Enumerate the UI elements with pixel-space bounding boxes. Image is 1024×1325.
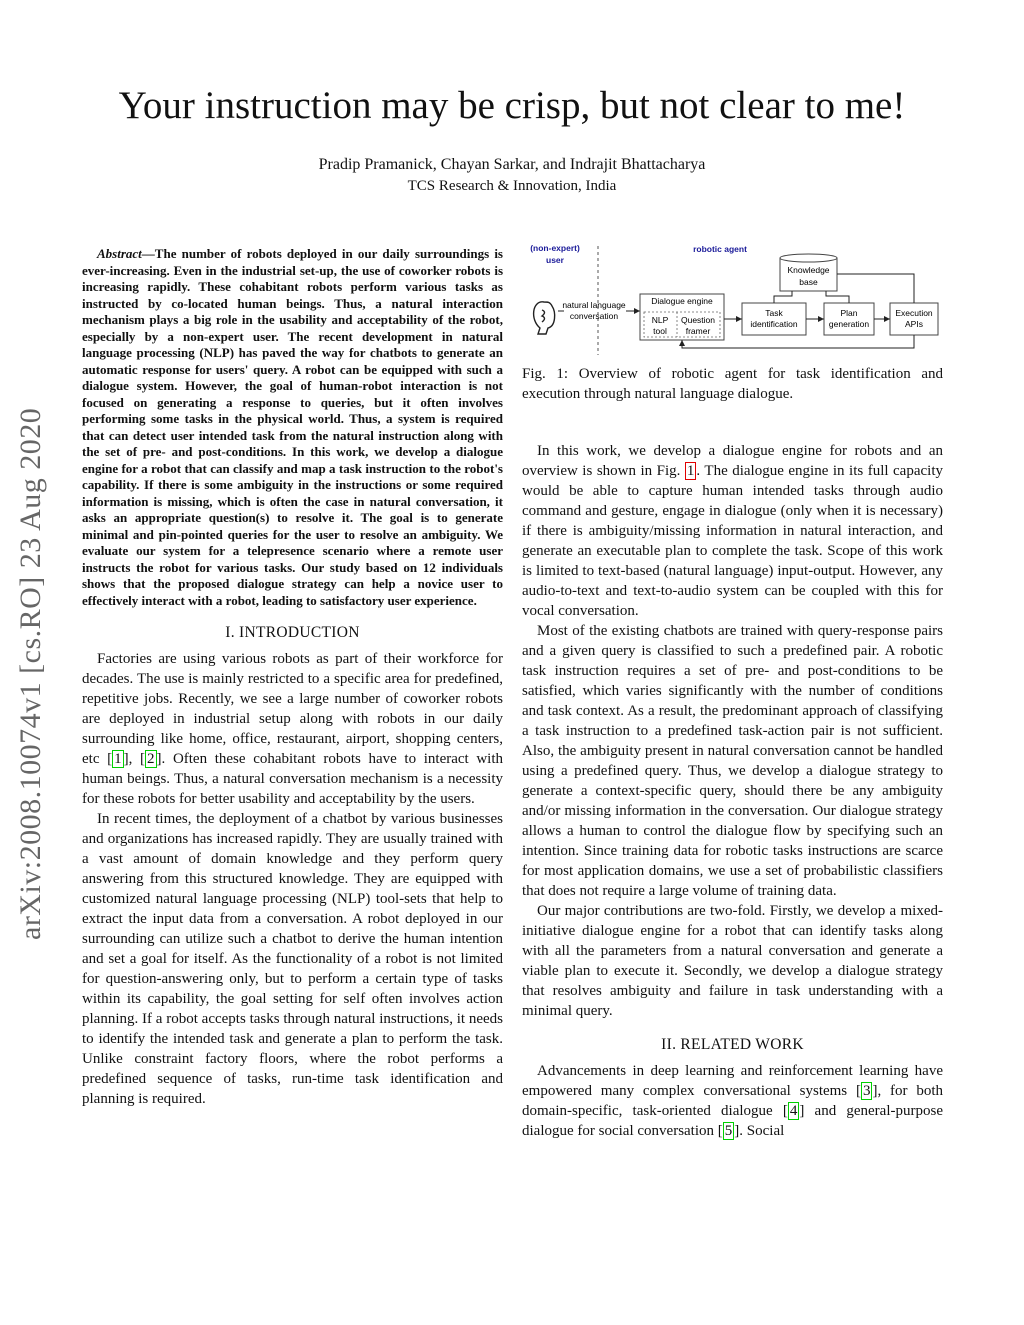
right-p1-text-a: In this work, we develop a dialogue engine for robots and an overview is shown in Fig. [522,443,943,479]
citation-link-1[interactable]: 1 [114,751,122,767]
intro-p1-text-b: . Often these cohabitant robots have to interact with human beings. Thus, a natural conversation mechanism is a necessity for these robots for better usability and acceptability by the users. [82,751,504,807]
citation-link-4[interactable]: 4 [789,1103,798,1119]
right-paragraph-3: Our major contributions are two-fold. Firstly, we develop a mixed-initiative dialogue engine for a robot that can identify tasks along with all the parameters from a natural conversation and generate a viable plan to execute it. Secondly, we develop a dialogue strategy that resolves ambiguity and failure in task understanding with a minimal query. [522,903,943,1019]
execution-apis-label-2: APIs [905,319,923,329]
abstract-text: —The number of robots deployed in our daily surroundings is ever-increasing. Even in the industrial set-up, the use of coworker robots is increasing rapidly. These cohabitant robots perform various tasks as instructed by co-located human beings. Thus, a natural interaction mechanism plays a big role in the usability and acceptability of the robot, especially by a non-expert user. The recent development in natural language processing (NLP) has paved the way for chatbots to generate an automatic response for users' query. A robot can be equipped with such a dialogue system. However, the goal of human-robot interaction is not focused on generating a response to queries, but it often involves performing some tasks in the physical world. Thus, a system is required that can detect user intended task from the natural instruction along with the set of pre- and post-conditions. In this work, we develop a dialogue engine for a robot that can classify and map a task instruction to the robot's capability. If there is some ambiguity in the instructions or some required information is missing, which is often the case in natural conversation, it asks an appropriate question(s) to resolve it. The goal is to generate minimal and pin-pointed queries for the user to resolve an ambiguity. We evaluate our system for a telepresence scenario where a remote user instructs the robot for various tasks. Our study based on 12 individuals shows that the proposed dialogue strategy can help a novice user to effectively interact with a robot, leading to satisfactory user experience. [82,246,503,608]
citation-link-2[interactable]: 2 [147,751,155,767]
related-work-heading: II. RELATED WORK [661,1036,804,1053]
agent-label: robotic agent [693,244,747,254]
nl-conversation-label-1: natural language [562,300,626,310]
intro-p1-text-a: Factories are using various robots as part of their workforce for decades. The use is mainly restricted to a specific area for predefined, repetitive jobs. Recently, we see a large number of coworker robots are deployed in industrial setup along with robots in our daily surrounding like home, office, restaurant, airport, shopping centers, etc [82,651,503,767]
right-p1-text-b: . The dialogue engine in its full capacity would be able to capture human intended tasks through audio command and gesture, engage in dialogue (only when it is necessary) if there is ambiguity/missing information in natural interaction, and generate an executable plan to complete the task. Scope of this work is limited to text-based (natural language) input-output. However, any audio-to-text and text-to-audio system can be coupled with this for vocal conversation. [522,463,943,619]
figure-1-caption: Fig. 1: Overview of robotic agent for task identification and execution through natural language dialogue. [522,366,943,402]
question-framer-label-1: Question [680,315,716,325]
paper-title: Your instruction may be crisp, but not clear to me! [118,84,906,127]
related-p1-text-d: . Social [739,1123,785,1139]
execution-apis-label-1: Execution [895,308,933,318]
task-identification-label-1: Task [765,308,783,318]
knowledge-base-top [780,254,837,262]
affiliation: TCS Research & Innovation, India [407,178,617,194]
abstract [82,246,503,609]
conversation-arrow-icon [634,308,640,314]
intro-paragraph-1: Factories are using various robots as part of their workforce for decades. The use is mainly restricted to a specific area for predefined, repetitive jobs. Recently, we see a large number of coworker robots are deployed in industrial setup along with robots in our daily surrounding like home, office, restaurant, airport, shopping centers, etc [ 1 ], [ 2 ]. Often these cohabitant robots have to interact with human beings. Thus, a natural conversation mechanism is a necessity for these robots for better usability and acceptability by the users. [82,651,504,807]
right-paragraph-2: Most of the existing chatbots are trained with query-response pairs and a given query is classified to such a predefined pair. A robotic task instruction requires a set of pre- and post-conditions to be satisfied, which varies significantly with the number of conditions and task context. As a result, the predominant approach of classifying a task instruction to a predefined task-action pair is not sufficient. Also, the ambiguity present in natural conversation cannot be handled using a predefined query. Thus, we develop a dialogue strategy to generate a context-specific query, should there be any ambiguity and/or missing information in the conversation. Our dialogue strategy allows a human to control the dialogue flow by specifying such an intention. Since training data for robotic tasks instructions are scarce for most application domains, we use a set of probabilistic classifiers that does not require a large volume of training data. [522,623,943,899]
user-label-2: user [546,255,564,265]
nlp-tool-label-2: tool [653,326,667,336]
related-paragraph-1: Advancements in deep learning and reinforcement learning have empowered many complex conversational systems [ 3 ], for both domain-specific, task-oriented dialogue [ 4 ] and general-purpose dialogue for social conversation [ 5 ]. Social [522,1063,943,1139]
citation-link-5[interactable]: 5 [724,1123,733,1139]
citation-link-3[interactable]: 3 [862,1083,871,1099]
task-identification-label-2: identification [750,319,798,329]
knowledge-base-label-2: base [799,277,818,287]
related-p1-text-c: and general-purpose dialogue for social conversation [522,1103,943,1139]
abstract-label: Abstract [97,246,142,261]
nl-conversation-label-2: conversation [569,311,619,321]
dialogue-engine-label: Dialogue engine [651,296,713,306]
question-framer-label-2: framer [685,326,711,336]
right-column [522,441,943,1141]
figure-1-diagram [522,240,942,360]
user-head-icon [534,302,555,334]
knowledge-base-label-1: Knowledge [787,265,830,275]
related-p1-text-a: Advancements in deep learning and reinforcement learning have empowered many complex conversational systems [522,1063,943,1099]
nlp-tool-label-1: NLP [651,315,669,325]
plan-generation-label-1: Plan [840,308,858,318]
authors: Pradip Pramanick, Chayan Sarkar, and Indrajit Bhattacharya [318,156,706,173]
intro-p1-separator: , [128,751,141,767]
left-column [82,246,503,1109]
figure-reference-link[interactable]: 1 [686,463,695,479]
intro-paragraph-2: In recent times, the deployment of a chatbot by various businesses and organizations has increased rapidly. They are usually trained with a vast amount of domain knowledge and they perform query answering from this structured knowledge. They are equipped with customized natural language processing (NLP) tool-sets that help to extract the input data from a conversation. A robot deployed in our surrounding can utilize such a chatbot to derive the human intention and set a goal for itself. As the functionality of a robot is not limited for question-answering only, but to perform a certain type of tasks within its capability, the goal setting for self often involves action planning. If a robot accepts tasks through natural instructions, it needs to identify the intended task and generate a plan to perform the task. Unlike constraint factory floors, where the robot performs a predefined sequence of tasks, run-time task identification and planning is required. [82,811,503,1107]
plan-generation-label-2: generation [828,319,870,329]
arxiv-identifier: arXiv:2008.10074v1 [cs.RO] 23 Aug 2020 [14,407,47,940]
related-p1-text-b: , for both domain-specific, task-oriented dialogue [522,1083,943,1119]
intro-heading: I. INTRODUCTION [225,624,360,641]
right-paragraph-1 [522,441,943,621]
user-label-1: (non-expert) [530,243,580,253]
